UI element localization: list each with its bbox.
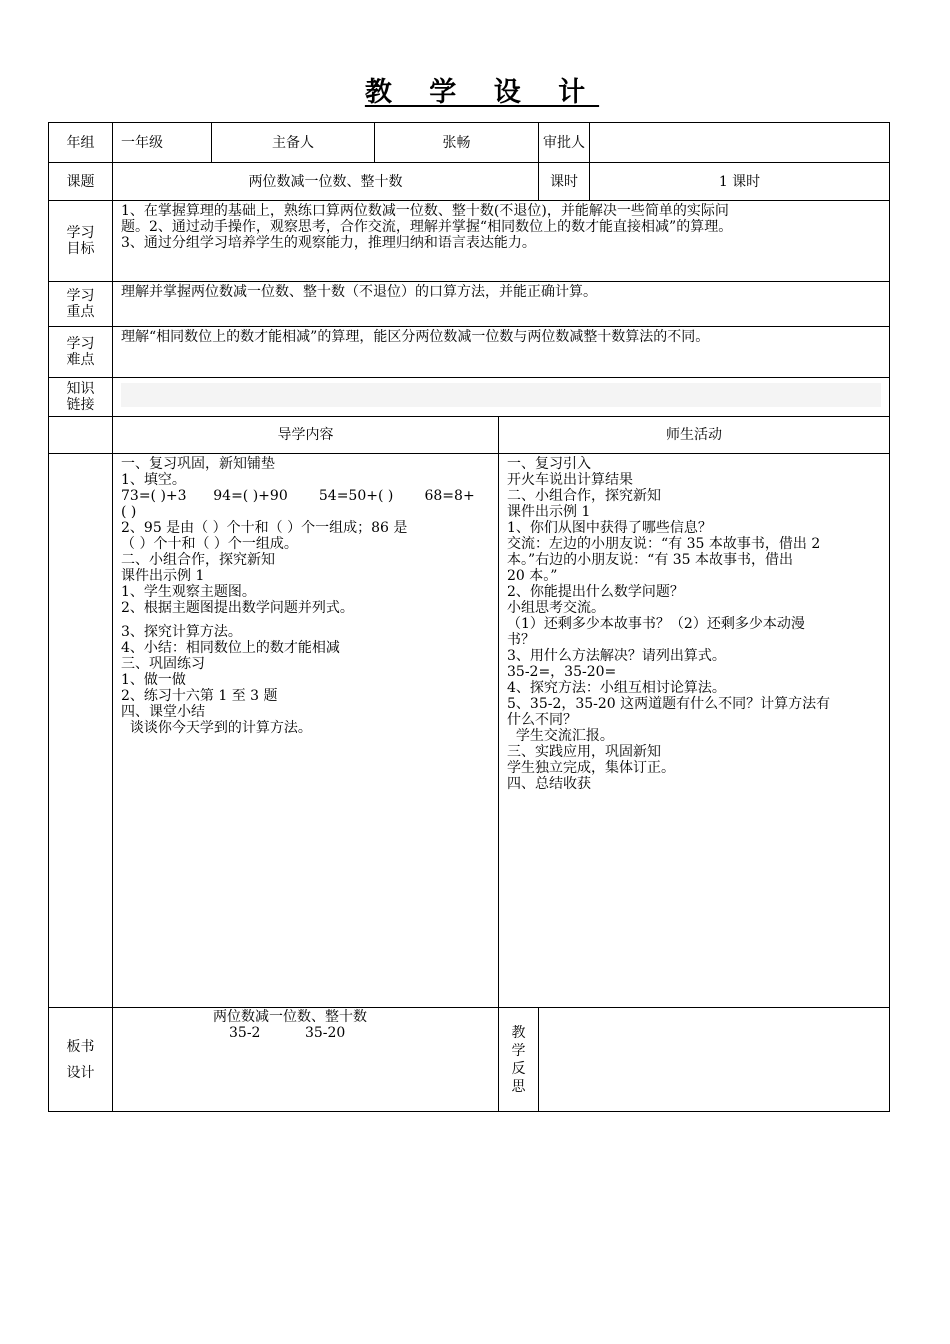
approver-label: 审批人 [539, 123, 590, 163]
board-content [113, 1008, 499, 1112]
guide-line: ( ) [121, 504, 137, 520]
activity-line: 三、实践应用，巩固新知 [507, 744, 661, 760]
objective-line: 题。2、通过动手操作，观察思考，合作交流，理解并掌握“相同数位上的数才能直接相减”的算理。 [121, 219, 733, 235]
activity-line: 1、你们从图中获得了哪些信息？ [507, 520, 712, 536]
lesson-plan-table [48, 122, 890, 1112]
reflection-label: 教学反思 [499, 1008, 539, 1112]
activity-line: 一、复习引入 [507, 456, 591, 472]
difficulties-label: 学习难点 [49, 327, 113, 378]
grade-label: 年组 [49, 123, 113, 163]
activities-header: 师生活动 [499, 417, 890, 454]
topic-value: 两位数减一位数、整十数 [113, 163, 539, 201]
topic-label: 课题 [49, 163, 113, 201]
guide-line: （ ）个十和（ ）个一组成。 [121, 536, 298, 552]
activity-line: 课件出示例 1 [507, 504, 591, 520]
activity-line: 20 本。” [507, 568, 558, 584]
guide-line: 2、95 是由（ ）个十和（ ）个一组成；86 是 [121, 520, 408, 536]
empty-header-cell [49, 417, 113, 454]
activity-line: 书？ [507, 632, 535, 648]
activity-line: 学生独立完成，集体订正。 [507, 760, 675, 776]
activity-line: 3、用什么方法解决？请列出算式。 [507, 648, 726, 664]
activity-line: 2、你能提出什么数学问题？ [507, 584, 684, 600]
guide-line: 1、做一做 [121, 672, 186, 688]
activity-line: 什么不同？ [507, 712, 577, 728]
guide-line: 1、填空。 [121, 472, 186, 488]
activity-line: 学生交流汇报。 [507, 728, 614, 744]
difficulties-content: 理解“相同数位上的数才能相减”的算理，能区分两位数减一位数与两位数减整十数算法的不同。 [113, 327, 890, 378]
guide-line: 73=( )+3 94=( )+90 54=50+( ) 68=8+ [121, 488, 475, 504]
guide-content [113, 454, 499, 1008]
activities-content [499, 454, 890, 1008]
objectives-content [113, 201, 890, 282]
guide-line: 谈谈你今天学到的计算方法。 [121, 720, 312, 736]
guide-line: 二、小组合作，探究新知 [121, 552, 275, 568]
hours-label: 课时 [539, 163, 590, 201]
document-title: 教 学 设 计 [364, 77, 600, 108]
grade-value: 一年级 [113, 123, 212, 163]
activity-line: 开火车说出计算结果 [507, 472, 633, 488]
empty-label-cell [49, 454, 113, 1008]
guide-line: 四、课堂小结 [121, 704, 205, 720]
knowledge-link-box [121, 383, 881, 407]
objectives-label: 学习目标 [49, 201, 113, 282]
activity-line: 交流：左边的小朋友说：“有 35 本故事书，借出 2 [507, 536, 821, 552]
activity-line: 35-2=，35-20= [507, 664, 617, 680]
objective-line: 3、通过分组学习培养学生的观察能力，推理归纳和语言表达能力。 [121, 235, 536, 251]
guide-line: 2、根据主题图提出数学问题并列式。 [121, 600, 354, 616]
guide-content-header: 导学内容 [113, 417, 499, 454]
activity-line: （1）还剩多少本故事书？（2）还剩多少本动漫 [507, 616, 805, 632]
board-label: 板书设计 [49, 1008, 113, 1112]
guide-line: 1、学生观察主题图。 [121, 584, 256, 600]
activity-line: 4、探究方法：小组互相讨论算法。 [507, 680, 726, 696]
knowledge-link-label: 知识链接 [49, 378, 113, 417]
activity-line: 四、总结收获 [507, 776, 591, 792]
board-formulas: 35-2 35-20 [229, 1025, 346, 1041]
objective-line: 1、在掌握算理的基础上，熟练口算两位数减一位数、整十数(不退位)，并能解决一些简单的实际问 [121, 203, 729, 219]
activity-line: 二、小组合作，探究新知 [507, 488, 661, 504]
activity-line: 5、35-2，35-20 这两道题有什么不同？计算方法有 [507, 696, 831, 712]
key-points-label: 学习重点 [49, 282, 113, 327]
guide-line: 三、巩固练习 [121, 656, 205, 672]
knowledge-link-content [113, 378, 890, 417]
activity-line: 本。”右边的小朋友说：“有 35 本故事书，借出 [507, 552, 794, 568]
guide-line: 2、练习十六第 1 至 3 题 [121, 688, 278, 704]
guide-line: 4、小结：相同数位上的数才能相减 [121, 640, 340, 656]
guide-line: 课件出示例 1 [121, 568, 205, 584]
preparer-value: 张畅 [375, 123, 539, 163]
activity-line: 小组思考交流。 [507, 600, 605, 616]
board-title: 两位数减一位数、整十数 [213, 1009, 367, 1025]
key-points-content: 理解并掌握两位数减一位数、整十数（不退位）的口算方法，并能正确计算。 [113, 282, 890, 327]
approver-value [590, 123, 890, 163]
guide-line: 一、复习巩固，新知铺垫 [121, 456, 275, 472]
preparer-label: 主备人 [212, 123, 375, 163]
reflection-content [539, 1008, 890, 1112]
hours-value: 1 课时 [590, 163, 890, 201]
guide-line: 3、探究计算方法。 [121, 624, 242, 640]
